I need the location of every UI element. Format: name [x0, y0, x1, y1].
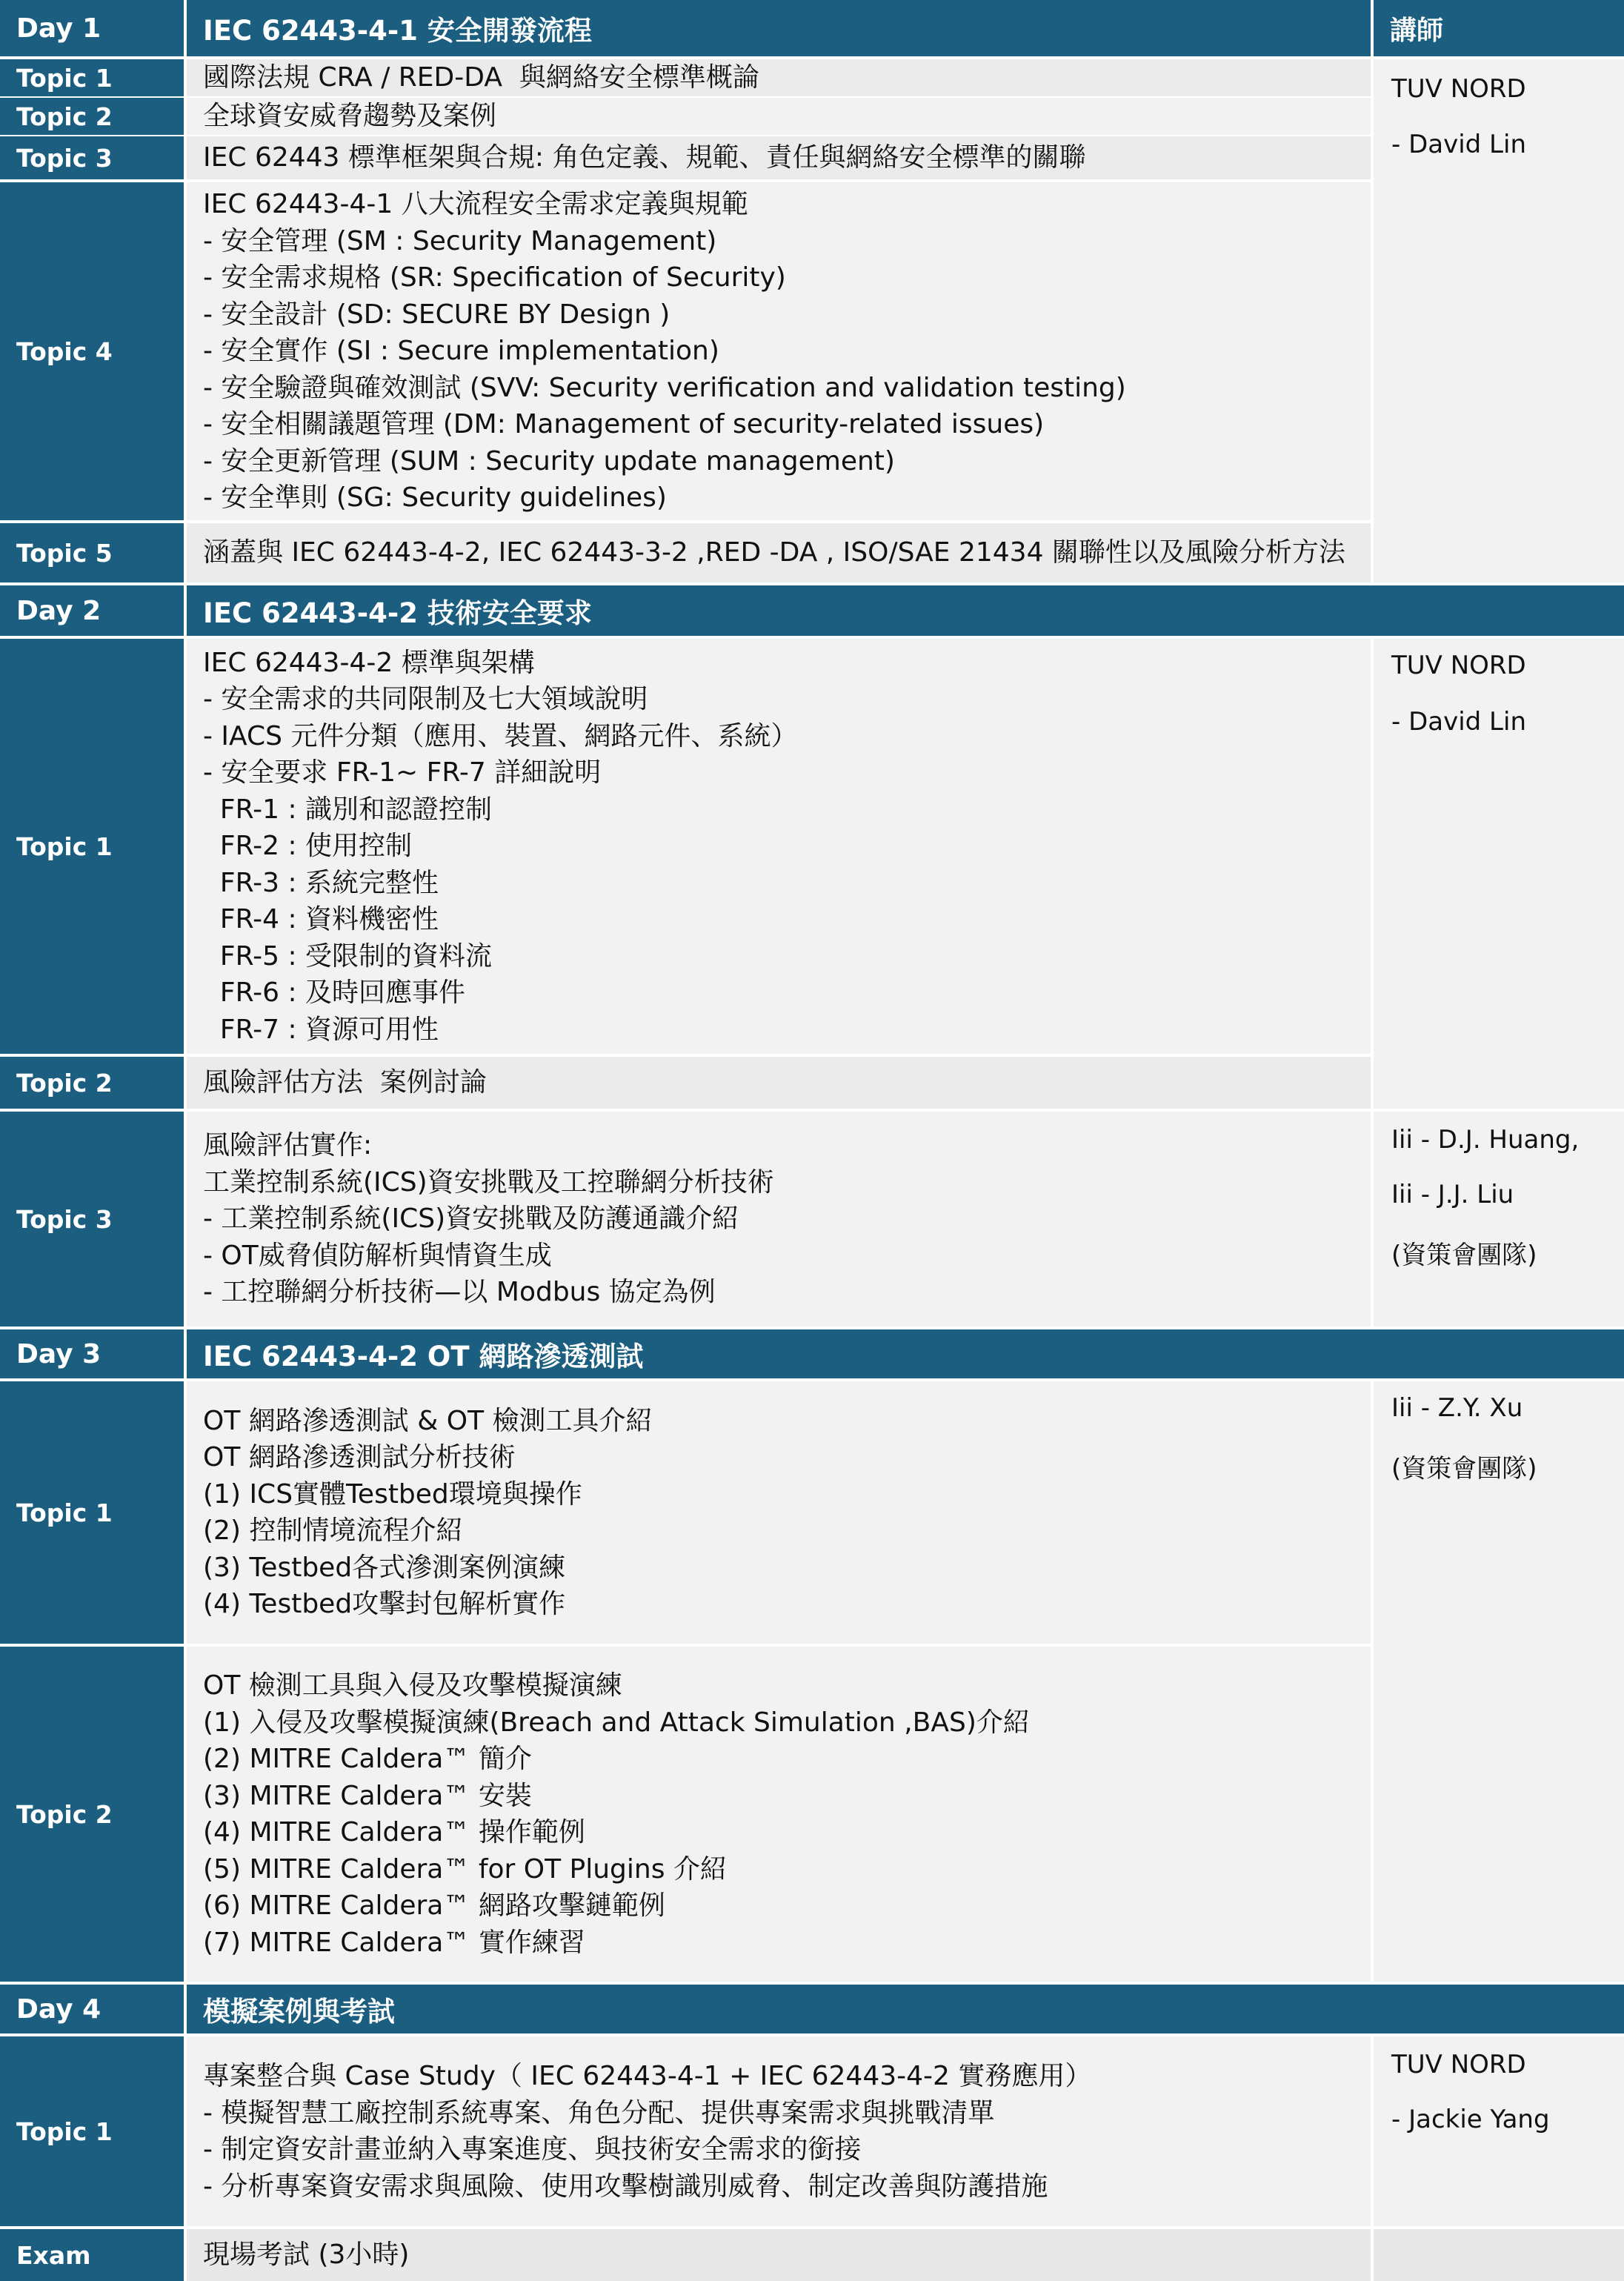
topic-line: - 工控聯網分析技術—以 Modbus 協定為例 — [203, 1277, 716, 1308]
topic-line: (6) MITRE Caldera™ 網路攻擊鏈範例 — [203, 1890, 665, 1921]
topic-line: - OT威脅偵防解析與情資生成 — [203, 1240, 552, 1271]
topic-label: Topic 3 — [0, 1112, 184, 1327]
topic-label: Topic 2 — [0, 1647, 184, 1982]
day-title: IEC 62443-4-1 安全開發流程 — [187, 0, 1371, 56]
topic-line: - 安全實作 (SI : Secure implementation) — [203, 336, 719, 367]
instructor-line: TUV NORD — [1391, 651, 1526, 680]
topic-line: - 安全需求規格 (SR: Specification of Security) — [203, 262, 786, 293]
topic-label: Topic 3 — [0, 136, 184, 179]
topic-line: - IACS 元件分類（應用、裝置、網路元件、系統） — [203, 720, 798, 751]
topic-line: FR-5 : 受限制的資料流 — [203, 940, 493, 972]
topic-content — [187, 182, 1371, 520]
topic-line: - 安全驗證與確效測試 (SVV: Security verification and validation testing) — [203, 372, 1126, 403]
topic-line: FR-4 : 資料機密性 — [203, 904, 439, 935]
instructor-line: - David Lin — [1391, 130, 1526, 159]
topic-line: FR-6 : 及時回應事件 — [203, 977, 466, 1009]
instructor-line: - Jackie Yang — [1391, 2105, 1550, 2134]
instructor-cell — [1374, 1381, 1624, 1982]
topic-label: Topic 5 — [0, 523, 184, 582]
topic-label: Topic 1 — [0, 1381, 184, 1644]
topic-line: (5) MITRE Caldera™ for OT Plugins 介紹 — [203, 1853, 727, 1885]
instructor-line: - David Lin — [1391, 707, 1526, 737]
topic-line: (2) MITRE Caldera™ 簡介 — [203, 1744, 532, 1774]
topic-label: Topic 1 — [0, 59, 184, 96]
instructor-line: TUV NORD — [1391, 2050, 1526, 2079]
topic-line: - 安全管理 (SM : Security Management) — [203, 225, 717, 256]
topic-line: - 制定資安計畫並納入專案進度、與技術安全需求的銜接 — [203, 2134, 862, 2165]
topic-line: - 安全準則 (SG: Security guidelines) — [203, 482, 667, 514]
topic-line: - 分析專案資安需求與風險、使用攻擊樹識別威脅、制定改善與防護措施 — [203, 2171, 1048, 2202]
instructor-cell — [1374, 639, 1624, 1109]
instructor-cell-empty — [1374, 2229, 1624, 2281]
topic-line: 全球資安威脅趨勢及案例 — [203, 101, 497, 132]
topic-content — [187, 1647, 1371, 1982]
topic-line: OT 檢測工具與入侵及攻擊模擬演練 — [203, 1670, 622, 1701]
topic-line: IEC 62443-4-2 標準與架構 — [203, 647, 535, 678]
topic-content — [187, 2229, 1371, 2281]
topic-line: - 安全更新管理 (SUM : Security update management) — [203, 445, 895, 477]
topic-content — [187, 136, 1371, 179]
topic-line: - 模擬智慧工廠控制系統專案、角色分配、提供專案需求與挑戰清單 — [203, 2097, 995, 2128]
topic-label: Exam — [0, 2229, 184, 2281]
topic-line: (4) MITRE Caldera™ 操作範例 — [203, 1817, 585, 1847]
instructor-cell — [1374, 1112, 1624, 1327]
topic-label: Topic 1 — [0, 639, 184, 1054]
topic-content — [187, 2036, 1371, 2226]
day-label: Day 2 — [0, 585, 184, 636]
topic-line: FR-3 : 系統完整性 — [203, 867, 439, 898]
topic-line: (3) Testbed各式滲測案例演練 — [203, 1552, 566, 1583]
day-label: Day 4 — [0, 1985, 184, 2033]
instructor-line: Iii - Z.Y. Xu — [1391, 1393, 1523, 1423]
topic-line: 專案整合與 Case Study（ IEC 62443-4-1 + IEC 62443-4-2 實務應用） — [203, 2061, 1092, 2091]
instructor-line: Iii - J.J. Liu — [1391, 1180, 1514, 1209]
topic-content — [187, 523, 1371, 582]
topic-label: Topic 2 — [0, 98, 184, 135]
topic-line: (7) MITRE Caldera™ 實作練習 — [203, 1927, 585, 1958]
day-title: IEC 62443-4-2 技術安全要求 — [187, 585, 1624, 636]
instructor-line: TUV NORD — [1391, 74, 1526, 104]
topic-content — [187, 1112, 1371, 1327]
day-title: IEC 62443-4-2 OT 網路滲透測試 — [187, 1329, 1624, 1378]
topic-line: 工業控制系統(ICS)資安挑戰及工控聯網分析技術 — [203, 1166, 774, 1198]
topic-line: (3) MITRE Caldera™ 安裝 — [203, 1780, 532, 1811]
topic-content — [187, 59, 1371, 96]
topic-label: Topic 4 — [0, 182, 184, 520]
day-title: 模擬案例與考試 — [187, 1985, 1624, 2033]
instructor-column-header: 講師 — [1374, 0, 1624, 56]
topic-line: - 安全要求 FR-1~ FR-7 詳細說明 — [203, 757, 602, 788]
instructor-cell — [1374, 59, 1624, 582]
topic-line: (1) 入侵及攻擊模擬演練(Breach and Attack Simulation ,BAS)介紹 — [203, 1707, 1030, 1738]
topic-label: Topic 2 — [0, 1057, 184, 1109]
topic-line: 國際法規 CRA / RED-DA 與網絡安全標準概論 — [203, 62, 759, 93]
topic-line: 風險評估方法 案例討論 — [203, 1067, 487, 1098]
topic-line: (1) ICS實體Testbed環境與操作 — [203, 1478, 582, 1510]
instructor-line: (資策會團隊) — [1391, 1241, 1537, 1270]
topic-line: - 安全設計 (SD: SECURE BY Design ) — [203, 299, 670, 330]
topic-line: - 安全相關議題管理 (DM: Management of security-related issues) — [203, 409, 1045, 440]
topic-line: IEC 62443 標準框架與合規: 角色定義、規範、責任與網絡安全標準的關聯 — [203, 142, 1086, 173]
topic-label: Topic 1 — [0, 2036, 184, 2226]
topic-line: FR-2 : 使用控制 — [203, 831, 413, 862]
topic-line: 現場考試 (3小時) — [203, 2240, 410, 2271]
topic-line: 風險評估實作: — [203, 1130, 373, 1161]
topic-line: (4) Testbed攻擊封包解析實作 — [203, 1589, 566, 1619]
topic-line: OT 網路滲透測試 & OT 檢測工具介紹 — [203, 1405, 653, 1436]
instructor-line: (資策會團隊) — [1391, 1454, 1537, 1484]
day-label: Day 1 — [0, 0, 184, 56]
topic-content — [187, 639, 1371, 1054]
topic-line: OT 網路滲透測試分析技術 — [203, 1442, 516, 1472]
day-label: Day 3 — [0, 1329, 184, 1378]
topic-content — [187, 1057, 1371, 1109]
topic-line: - 工業控制系統(ICS)資安挑戰及防護通識介紹 — [203, 1203, 739, 1235]
topic-content — [187, 98, 1371, 135]
topic-line: 涵蓋與 IEC 62443-4-2, IEC 62443-3-2 ,RED -DA , ISO/SAE 21434 關聯性以及風險分析方法 — [203, 537, 1345, 568]
topic-line: - 安全需求的共同限制及七大領域說明 — [203, 684, 648, 715]
topic-line: IEC 62443-4-1 八大流程安全需求定義與規範 — [203, 189, 748, 220]
topic-line: FR-1 : 識別和認證控制 — [203, 794, 493, 825]
instructor-line: Iii - D.J. Huang, — [1391, 1125, 1580, 1155]
topic-line: FR-7 : 資源可用性 — [203, 1014, 439, 1045]
topic-content — [187, 1381, 1371, 1644]
topic-line: (2) 控制情境流程介紹 — [203, 1515, 463, 1546]
instructor-cell — [1374, 2036, 1624, 2226]
